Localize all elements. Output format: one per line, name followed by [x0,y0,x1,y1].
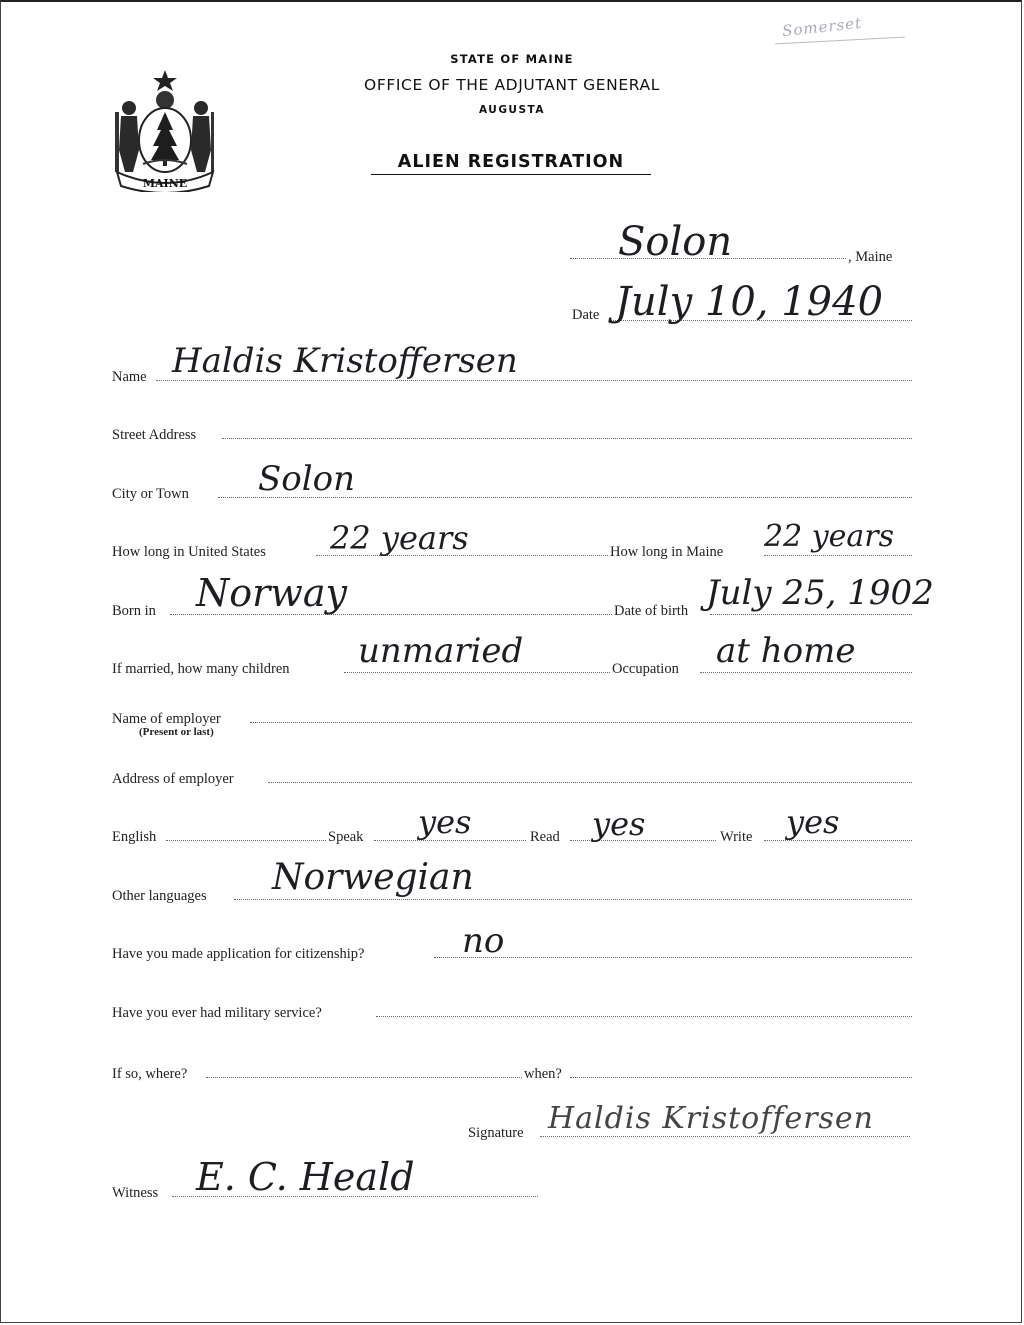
place-value[interactable]: Solon [618,219,733,265]
english-line [166,840,326,841]
street-address-label: Street Address [112,427,197,443]
witness-label: Witness [112,1185,159,1201]
other-languages-label: Other languages [112,888,207,904]
date-of-birth-label: Date of birth [614,603,689,619]
occupation-line [700,672,912,673]
speak-value[interactable]: yes [418,803,472,841]
children-label: If married, how many children [112,661,290,677]
city-label: City or Town [112,486,189,502]
read-value[interactable]: yes [592,805,646,843]
header-state: STATE OF MAINE [450,52,574,66]
form-title: ALIEN REGISTRATION [371,152,651,175]
occupation-label: Occupation [612,661,679,677]
write-value[interactable]: yes [786,803,840,841]
how-long-us-label: How long in United States [112,544,266,560]
read-label: Read [530,829,560,845]
date-of-birth-line [710,614,912,615]
name-label: Name [112,369,147,385]
occupation-value[interactable]: at home [716,631,856,671]
seal-label: MAINE [142,177,188,190]
date-of-birth-value[interactable]: July 25, 1902 [706,573,934,613]
date-label: Date [572,307,600,323]
other-languages-value[interactable]: Norwegian [272,857,474,898]
employer-address-label: Address of employer [112,771,234,787]
header-office: OFFICE OF THE ADJUTANT GENERAL [364,76,660,94]
employer-name-label: Name of employer [112,711,221,727]
how-long-maine-label: How long in Maine [610,544,724,560]
when-label: when? [524,1066,562,1082]
how-long-maine-value[interactable]: 22 years [764,519,895,554]
where-label: If so, where? [112,1066,188,1082]
witness-value[interactable]: E. C. Heald [196,1155,415,1199]
employer-address-line [268,782,912,783]
name-value[interactable]: Haldis Kristoffersen [172,341,518,381]
english-label: English [112,829,157,845]
military-label: Have you ever had military service? [112,1005,322,1021]
where-line [206,1077,522,1078]
signature-line [540,1136,910,1137]
born-in-label: Born in [112,603,156,619]
employer-name-sublabel: (Present or last) [139,726,214,738]
place-suffix: , Maine [848,249,893,265]
state-seal-icon [113,68,217,192]
signature-value[interactable]: Haldis Kristoffersen [548,1101,875,1136]
when-line [570,1077,912,1078]
how-long-maine-line [764,555,912,556]
born-in-value[interactable]: Norway [196,571,347,615]
citizenship-value[interactable]: no [462,921,505,961]
signature-label: Signature [468,1125,524,1141]
corner-note: Somerset [781,13,863,41]
military-line [376,1016,912,1017]
children-line [344,672,610,673]
how-long-us-value[interactable]: 22 years [330,519,469,557]
employer-name-line [250,722,912,723]
citizenship-label: Have you made application for citizenship? [112,946,365,962]
write-label: Write [720,829,753,845]
date-value[interactable]: July 10, 1940 [615,279,884,325]
city-value[interactable]: Solon [258,459,356,499]
children-value[interactable]: unmaried [358,631,524,671]
other-languages-line [234,899,912,900]
street-address-line [222,438,912,439]
citizenship-line [434,957,912,958]
header-city: AUGUSTA [478,104,545,116]
speak-label: Speak [328,829,364,845]
